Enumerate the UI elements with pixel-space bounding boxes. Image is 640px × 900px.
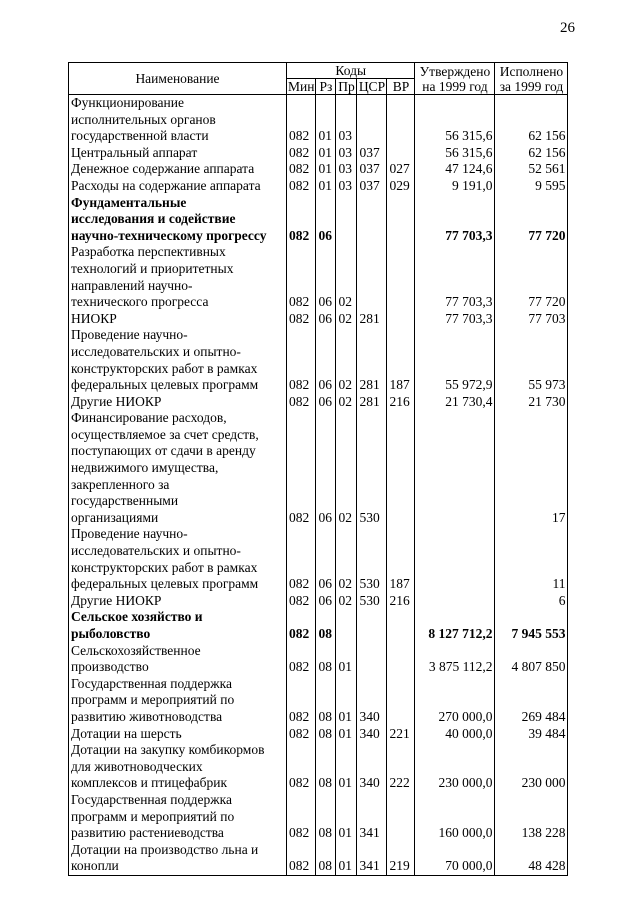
row-name [69,95,287,145]
cell-approved: 77 703,3 [415,195,495,245]
cell-csr [357,609,387,642]
cell-min: 082 [287,161,316,178]
cell-vr: 216 [387,394,415,411]
cell-vr: 219 [387,842,415,876]
row-name-line: поступающих от сдачи в аренду [71,443,256,459]
cell-min: 082 [287,593,316,610]
cell-pr: 02 [336,394,357,411]
cell-csr: 340 [357,726,387,743]
row-name-line: федеральных целевых программ [71,377,259,393]
row-name [69,311,287,328]
cell-rz: 06 [316,311,336,328]
row-name [69,145,287,162]
cell-rz: 08 [316,742,336,792]
row-name-line: исполнительных органов [71,111,216,127]
cell-min: 082 [287,244,316,310]
cell-rz: 06 [316,410,336,526]
cell-executed: 62 156 [495,145,568,162]
cell-min: 082 [287,643,316,676]
cell-executed: 11 [495,526,568,592]
table-row [69,195,568,245]
row-name-line: Сельскохозяйственное [71,642,201,658]
row-name [69,394,287,411]
table-row [69,145,568,162]
table-row [69,311,568,328]
table-row [69,244,568,310]
cell-vr [387,792,415,842]
row-name-line: Проведение научно- [71,526,188,542]
cell-min: 082 [287,195,316,245]
row-name-line: технологий и приоритетных [71,260,234,276]
cell-rz: 08 [316,676,336,726]
table-row [69,726,568,743]
cell-pr: 01 [336,676,357,726]
cell-rz: 06 [316,327,336,393]
cell-pr: 01 [336,726,357,743]
row-name-line: для животноводческих [71,758,203,774]
cell-vr [387,244,415,310]
cell-pr: 01 [336,742,357,792]
cell-csr: 037 [357,145,387,162]
row-name-line: программ и мероприятий по [71,808,235,824]
cell-rz: 08 [316,643,336,676]
header-min: Мин [288,79,315,94]
row-name-line: Денежное содержание аппарата [71,161,255,177]
row-name [69,526,287,592]
row-name-line: технического прогресса [71,294,209,310]
row-name-line: конструкторских работ в рамках [71,360,258,376]
cell-vr [387,643,415,676]
cell-rz: 01 [316,95,336,145]
cell-executed: 230 000 [495,742,568,792]
cell-pr: 02 [336,311,357,328]
row-name-line: недвижимого имущества, [71,460,219,476]
header-executed-line1: Исполнено [499,63,564,79]
row-name [69,792,287,842]
cell-vr [387,676,415,726]
row-name [69,842,287,876]
cell-approved: 47 124,6 [415,161,495,178]
row-name [69,742,287,792]
cell-pr: 02 [336,244,357,310]
cell-csr [357,643,387,676]
cell-pr: 02 [336,593,357,610]
cell-executed: 269 484 [495,676,568,726]
table-row [69,410,568,526]
table-row [69,676,568,726]
row-name-line: научно-техническому прогрессу [71,227,267,243]
cell-approved: 70 000,0 [415,842,495,876]
row-name-line: программ и мероприятий по [71,692,235,708]
table-row [69,161,568,178]
row-name-line: Финансирование расходов, [71,410,227,426]
row-name [69,643,287,676]
table-row [69,178,568,195]
table-row [69,526,568,592]
cell-min: 082 [287,676,316,726]
cell-rz: 08 [316,792,336,842]
row-name-line: государственными [71,493,179,509]
header-executed-line2: за 1999 год [499,78,564,94]
table-body [69,95,568,876]
row-name-line: исследовательских и опытно- [71,343,241,359]
cell-pr: 01 [336,792,357,842]
row-name-line: Разработка перспективных [71,244,226,260]
row-name-line: Сельское хозяйство и [71,609,203,625]
cell-approved: 160 000,0 [415,792,495,842]
cell-executed: 9 595 [495,178,568,195]
cell-approved: 77 703,3 [415,311,495,328]
cell-csr: 340 [357,676,387,726]
cell-csr: 281 [357,311,387,328]
header-codes: Коды [287,63,415,79]
cell-pr: 02 [336,327,357,393]
row-name-line: развитию растениеводства [71,825,224,841]
row-name [69,161,287,178]
cell-min: 082 [287,842,316,876]
row-name-line: осуществляемое за счет средств, [71,426,259,442]
cell-csr: 341 [357,792,387,842]
table-row [69,842,568,876]
cell-rz: 06 [316,244,336,310]
cell-approved: 270 000,0 [415,676,495,726]
row-name-line: направлений научно- [71,277,193,293]
cell-rz: 06 [316,195,336,245]
cell-min: 082 [287,95,316,145]
cell-csr: 340 [357,742,387,792]
row-name-line: Расходы на содержание аппарата [71,177,261,193]
cell-rz: 06 [316,593,336,610]
cell-rz: 01 [316,178,336,195]
cell-vr [387,95,415,145]
cell-min: 082 [287,726,316,743]
cell-approved: 40 000,0 [415,726,495,743]
cell-pr: 03 [336,178,357,195]
cell-pr: 03 [336,145,357,162]
cell-approved: 55 972,9 [415,327,495,393]
cell-min: 082 [287,394,316,411]
header-csr: ЦСР [358,79,386,94]
cell-pr: 01 [336,842,357,876]
cell-approved [415,410,495,526]
cell-rz: 08 [316,609,336,642]
row-name [69,244,287,310]
row-name-line: Дотации на шерсть [71,725,182,741]
cell-pr [336,609,357,642]
cell-executed: 7 945 553 [495,609,568,642]
cell-csr: 530 [357,526,387,592]
cell-vr [387,311,415,328]
row-name-line: производство [71,659,149,675]
cell-approved [415,593,495,610]
cell-approved: 56 315,6 [415,145,495,162]
row-name-line: организациями [71,509,159,525]
row-name [69,195,287,245]
cell-vr [387,145,415,162]
cell-pr: 03 [336,95,357,145]
cell-pr [336,195,357,245]
row-name [69,178,287,195]
row-name-line: Другие НИОКР [71,393,162,409]
cell-vr: 027 [387,161,415,178]
cell-executed: 39 484 [495,726,568,743]
cell-csr: 530 [357,410,387,526]
header-approved-line1: Утверждено [419,63,491,79]
table-row [69,609,568,642]
row-name-line: НИОКР [71,310,117,326]
budget-table [68,62,568,876]
table-row [69,327,568,393]
table-row [69,643,568,676]
page-number: 26 [560,20,575,36]
cell-approved: 8 127 712,2 [415,609,495,642]
row-name [69,676,287,726]
cell-executed: 77 720 [495,195,568,245]
cell-csr [357,95,387,145]
cell-csr: 037 [357,161,387,178]
header-name: Наименование [69,63,287,95]
cell-min: 082 [287,742,316,792]
cell-executed: 138 228 [495,792,568,842]
cell-csr [357,244,387,310]
row-name-line: Проведение научно- [71,327,188,343]
cell-min: 082 [287,145,316,162]
cell-vr: 222 [387,742,415,792]
cell-approved: 56 315,6 [415,95,495,145]
cell-min: 082 [287,410,316,526]
row-name-line: Функционирование [71,95,184,110]
cell-executed: 77 703 [495,311,568,328]
row-name-line: конструкторских работ в рамках [71,559,258,575]
cell-csr: 037 [357,178,387,195]
row-name-line: комплексов и птицефабрик [71,775,228,791]
row-name-line: исследовательских и опытно- [71,543,241,559]
cell-csr: 281 [357,327,387,393]
row-name-line: закрепленного за [71,476,170,492]
cell-approved: 230 000,0 [415,742,495,792]
header-vr: ВР [387,79,415,95]
cell-min: 082 [287,327,316,393]
table-row [69,593,568,610]
header-rz: Рз [316,79,336,95]
row-name-line: исследования и содействие [71,211,236,227]
row-name [69,593,287,610]
cell-executed: 62 156 [495,95,568,145]
header-approved-line2: на 1999 год [422,78,488,94]
cell-vr: 216 [387,593,415,610]
cell-executed: 55 973 [495,327,568,393]
row-name [69,726,287,743]
cell-csr: 530 [357,593,387,610]
row-name-line: Дотации на производство льна и [71,841,259,857]
cell-pr: 01 [336,643,357,676]
cell-vr: 187 [387,526,415,592]
cell-pr: 02 [336,410,357,526]
cell-csr: 281 [357,394,387,411]
header-pr: Пр [336,79,357,95]
cell-executed: 17 [495,410,568,526]
row-name-line: Центральный аппарат [71,144,198,160]
row-name-line: Государственная поддержка [71,675,232,691]
cell-executed: 77 720 [495,244,568,310]
cell-min: 082 [287,178,316,195]
row-name-line: конопли [71,858,119,874]
table-row [69,792,568,842]
cell-executed: 6 [495,593,568,610]
cell-vr: 221 [387,726,415,743]
cell-min: 082 [287,526,316,592]
header-executed [495,63,568,95]
cell-rz: 08 [316,842,336,876]
cell-pr: 02 [336,526,357,592]
cell-approved: 3 875 112,2 [415,643,495,676]
cell-approved: 9 191,0 [415,178,495,195]
cell-min: 082 [287,311,316,328]
cell-vr: 029 [387,178,415,195]
cell-rz: 01 [316,145,336,162]
row-name-line: Дотации на закупку комбикормов [71,742,265,758]
cell-approved [415,526,495,592]
table-row [69,742,568,792]
cell-vr [387,195,415,245]
cell-executed: 48 428 [495,842,568,876]
row-name-line: Другие НИОКР [71,592,162,608]
cell-rz: 01 [316,161,336,178]
row-name [69,609,287,642]
row-name-line: государственной власти [71,128,209,144]
cell-vr [387,410,415,526]
cell-csr: 341 [357,842,387,876]
cell-vr: 187 [387,327,415,393]
cell-csr [357,195,387,245]
cell-executed: 21 730 [495,394,568,411]
cell-vr [387,609,415,642]
cell-rz: 08 [316,726,336,743]
row-name [69,410,287,526]
row-name-line: рыболовство [71,626,151,641]
table-row [69,394,568,411]
row-name-line: федеральных целевых программ [71,576,259,592]
header-approved [415,63,495,95]
cell-executed: 52 561 [495,161,568,178]
row-name [69,327,287,393]
row-name-line: Фундаментальные [71,194,187,210]
cell-rz: 06 [316,526,336,592]
cell-min: 082 [287,792,316,842]
cell-approved: 77 703,3 [415,244,495,310]
row-name-line: Государственная поддержка [71,791,232,807]
row-name-line: развитию животноводства [71,708,223,724]
cell-min: 082 [287,609,316,642]
table-row [69,95,568,145]
cell-rz: 06 [316,394,336,411]
cell-pr: 03 [336,161,357,178]
cell-approved: 21 730,4 [415,394,495,411]
cell-executed: 4 807 850 [495,643,568,676]
